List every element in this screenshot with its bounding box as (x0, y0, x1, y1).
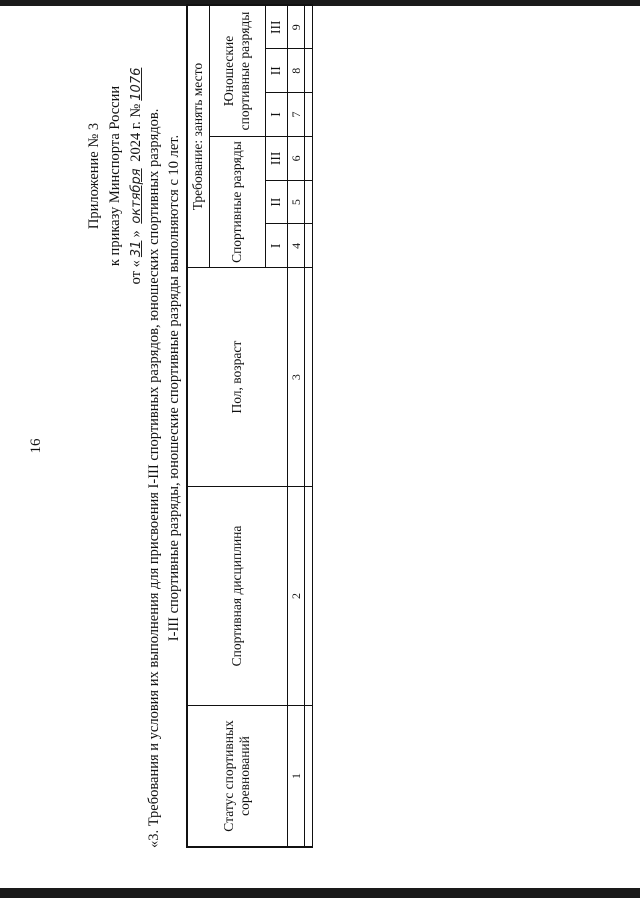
rank-sport-1: I (265, 224, 287, 268)
appendix-order-date (126, 56, 147, 296)
column-number: 3 (287, 268, 304, 487)
appendix-title: Приложение № 3 (86, 122, 102, 230)
table-cell (304, 487, 312, 706)
table-cell (304, 268, 312, 487)
rank-youth-1: I (265, 93, 287, 137)
section-subheading: I-III спортивные разряды, юношеские спортивные разряды выполняются с 10 лет. (166, 134, 182, 642)
rank-sport-2: II (265, 180, 287, 224)
table-cell (304, 93, 312, 137)
table-cell (304, 224, 312, 268)
page-number: 16 (28, 438, 44, 454)
column-number-row (287, 5, 304, 847)
rank-youth-2: II (265, 49, 287, 93)
header-requirement: Требование: занять место (187, 5, 209, 268)
column-number: 2 (287, 487, 304, 706)
order-prefix: от « (128, 260, 144, 285)
table-cell (304, 136, 312, 180)
header-gender-age: Пол, возраст (187, 268, 287, 487)
order-year: 2024 г. № (128, 103, 144, 162)
rank-youth-3: III (265, 5, 287, 49)
table-cell (304, 5, 312, 49)
appendix-block (84, 56, 147, 296)
column-number: 8 (287, 49, 304, 93)
header-youth-ranks: Юношеские спортивные разряды (209, 5, 265, 136)
table-cell (304, 705, 312, 847)
column-number: 4 (287, 224, 304, 268)
header-discipline: Спортивная дисциплина (187, 487, 287, 706)
table-cell (304, 49, 312, 93)
order-mid: » (128, 230, 144, 238)
column-number: 6 (287, 136, 304, 180)
column-number: 1 (287, 705, 304, 847)
order-day-handwritten: 31 (129, 240, 144, 258)
column-number: 5 (287, 180, 304, 224)
requirements-table (186, 4, 313, 848)
appendix-order-ref: к приказу Минспорта России (107, 85, 123, 267)
order-month-handwritten: октября (129, 168, 144, 224)
header-sport-ranks: Спортивные разряды (209, 136, 265, 267)
rank-sport-3: III (265, 136, 287, 180)
column-number: 9 (287, 5, 304, 49)
section-heading: «3. Требования и условия их выполнения для присвоения I-III спортивных разрядов, юношеских спортивных разрядов. (146, 108, 162, 848)
table-cell (304, 180, 312, 224)
column-number: 7 (287, 93, 304, 137)
header-competition-status: Статус спортивных соревнований (187, 705, 287, 847)
order-number-handwritten: 1076 (129, 67, 144, 101)
table-row-empty (304, 5, 312, 847)
